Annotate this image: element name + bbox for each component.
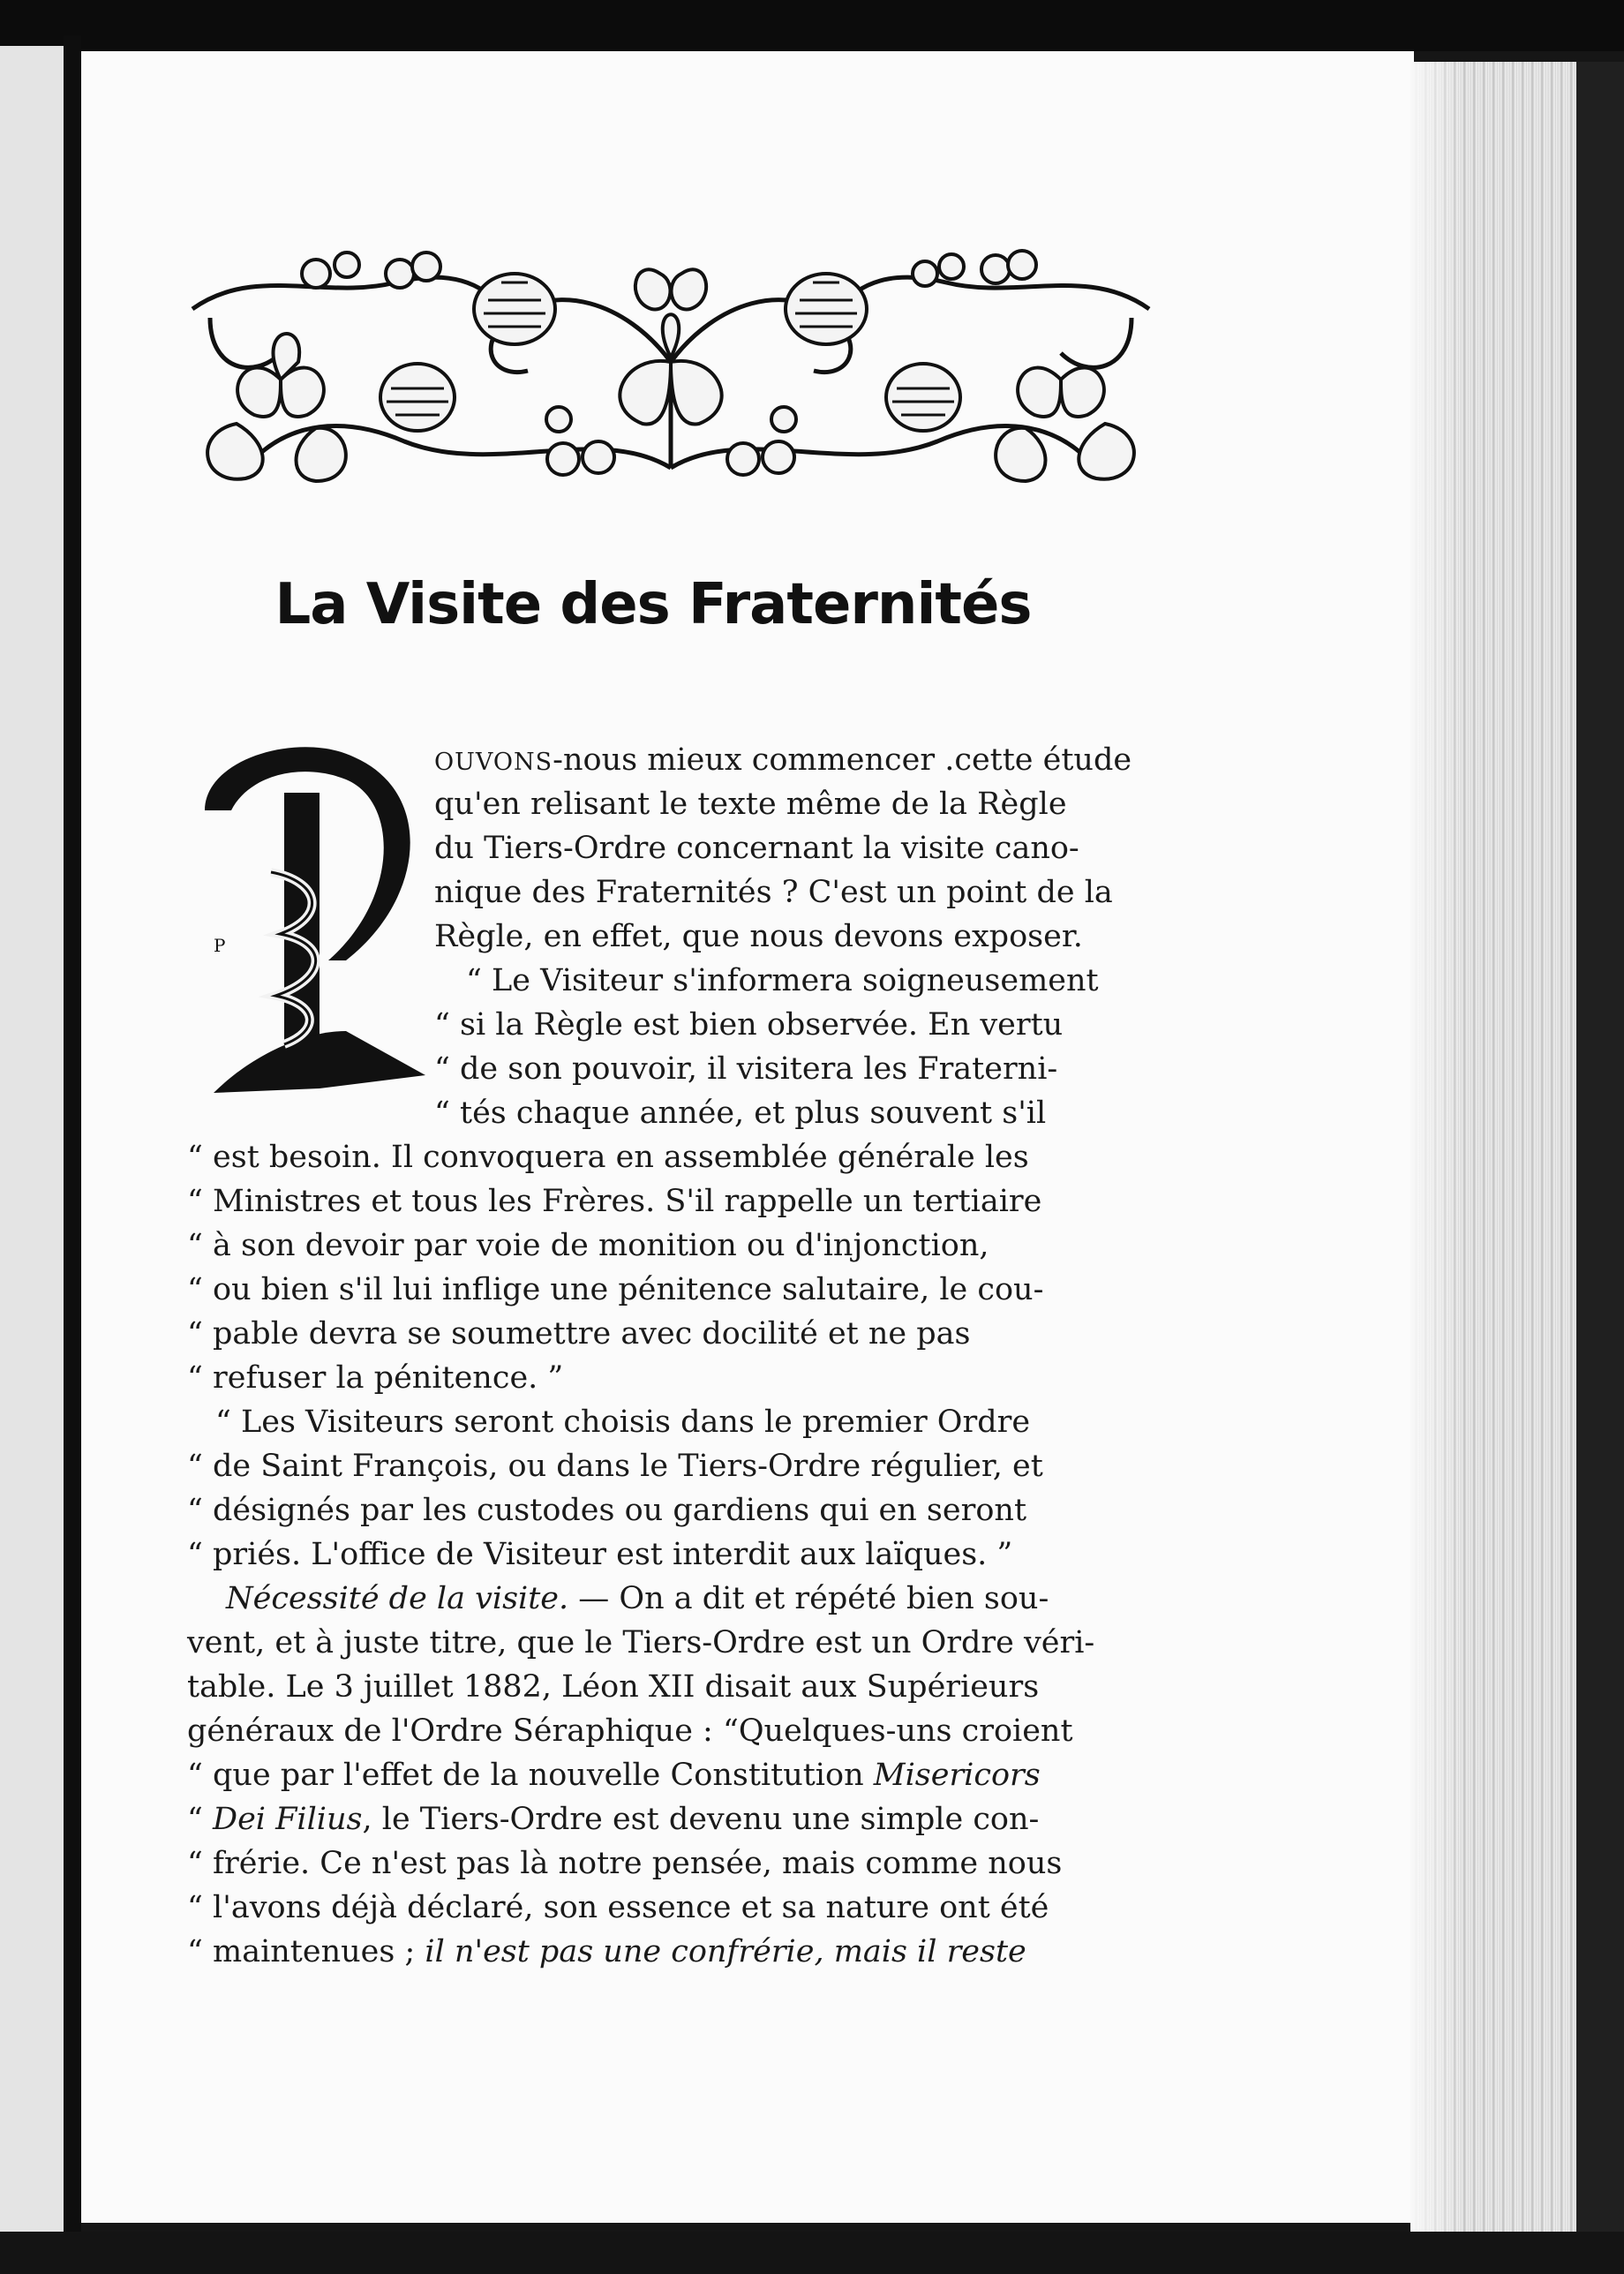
text-line-24: “ que par l'effet de la nouvelle Constitution Misericors — [187, 1758, 1041, 1793]
text-line-4: nique des Fraternités ? C'est un point de la — [434, 875, 1113, 910]
text-line-3: du Tiers-Ordre concernant la visite cano- — [434, 831, 1079, 866]
text-line-17: “ de Saint François, ou dans le Tiers-Ordre régulier, et — [187, 1449, 1043, 1484]
text-line-27: “ l'avons déjà déclaré, son essence et sa nature ont été — [187, 1890, 1049, 1925]
text-line-20: Nécessité de la visite. — On a dit et répété bien sou- — [226, 1581, 1049, 1616]
text-line-7: “ si la Règle est bien observée. En vertu — [434, 1007, 1064, 1043]
text-line-14: “ pable devra se soumettre avec docilité et ne pas — [187, 1316, 971, 1352]
text-line-10: “ est besoin. Il convoquera en assemblée générale les — [187, 1140, 1029, 1175]
text-line-9: “ tés chaque année, et plus souvent s'il — [434, 1096, 1047, 1131]
text-line-21: vent, et à juste titre, que le Tiers-Ordre est un Ordre véri- — [187, 1625, 1095, 1660]
text-line-15: “ refuser la pénitence. ” — [187, 1360, 564, 1396]
dropcap-letter: P — [214, 935, 226, 956]
text-line-5: Règle, en effet, que nous devons exposer. — [434, 919, 1083, 954]
text-line-23: généraux de l'Ordre Séraphique : “Quelques-uns croient — [187, 1713, 1073, 1749]
text-line-13: “ ou bien s'il lui inflige une pénitence salutaire, le cou- — [187, 1272, 1044, 1307]
text-line-28: “ maintenues ; il n'est pas une confrérie, mais il reste — [187, 1934, 1026, 1969]
text-line-18: “ désignés par les custodes ou gardiens qui en seront — [187, 1493, 1027, 1528]
text-line-8: “ de son pouvoir, il visitera les Fraterni- — [434, 1051, 1058, 1087]
text-line-25: “ Dei Filius, le Tiers-Ordre est devenu une simple con- — [187, 1802, 1040, 1837]
text-line-6: “ Le Visiteur s'informera soigneusement — [466, 963, 1099, 998]
text-line-12: “ à son devoir par voie de monition ou d'injonction, — [187, 1228, 989, 1263]
text-line-11: “ Ministres et tous les Frères. S'il rappelle un tertiaire — [187, 1184, 1042, 1219]
text-line-2: qu'en relisant le texte même de la Règle — [434, 787, 1067, 822]
text-line-16: “ Les Visiteurs seront choisis dans le premier Ordre — [215, 1404, 1031, 1440]
text-line-26: “ frérie. Ce n'est pas là notre pensée, mais comme nous — [187, 1846, 1063, 1881]
text-line-22: table. Le 3 juillet 1882, Léon XII disait aux Supérieurs — [187, 1669, 1040, 1705]
text-line-19: “ priés. L'office de Visiteur est interdit aux laïques. ” — [187, 1537, 1013, 1572]
text-line-1: OUVONS-nous mieux commencer .cette étude — [434, 742, 1132, 778]
page-title: La Visite des Fraternités — [274, 572, 1032, 637]
